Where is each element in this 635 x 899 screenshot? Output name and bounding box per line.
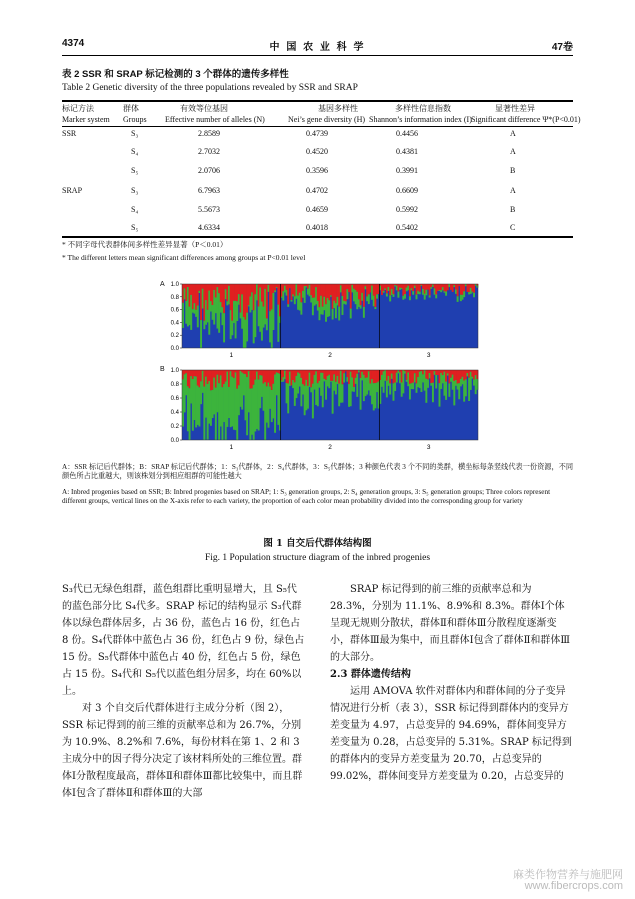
cell-i: 0.3991 <box>396 166 418 175</box>
panel-a-bar-green <box>200 320 202 348</box>
panel-b-ytick: 0.4 <box>170 410 179 416</box>
panel-b-ytick: 1.0 <box>170 368 179 374</box>
table-note-cn: * 不同字母代表群体间多样性差异显著（P＜0.01） <box>62 240 228 249</box>
panel-b-bar-green <box>448 383 450 396</box>
panel-a-bar-green <box>287 304 289 307</box>
panel-a-xlabel: 3 <box>426 352 431 359</box>
panel-a-bar-green <box>368 294 370 304</box>
table-top-rule <box>62 100 573 102</box>
section-heading: 2.3 群体遗传结构 <box>330 669 411 680</box>
cell-h: 0.3596 <box>306 166 328 175</box>
cell-sig: B <box>510 166 516 175</box>
left-paragraph-1: S₃代已无绿色组群，蓝色组群比重明显增大，且 S₅代的蓝色部分比 S₄代多。SRAP 标记的结构显示 S₃代群体以绿色群体居多，占 36 份，蓝色占 16 份，红色占 8 份。S₄代群体中蓝色占 36 份，红色占 9 份，绿色占 15 份。S₅代群体中蓝色占 40 份，红色占 5 份，绿色占 15 份。S₄代和 S₅代以蓝色组分居多，均在 60%以上。 <box>62 584 305 697</box>
panel-b-bar-green <box>343 373 345 382</box>
panel-a-bar-green <box>254 294 256 337</box>
panel-a-bar-green <box>457 296 459 302</box>
panel-a-bar-green <box>463 291 465 297</box>
th-na-en: Effective number of alleles (N) <box>165 115 265 124</box>
table-caption-en: Table 2 Genetic diversity of the three populations revealed by SSR and SRAP <box>62 83 358 93</box>
panel-a-bar-green <box>419 292 421 294</box>
cell-group: S₄ <box>131 147 139 156</box>
panel-a-bar-green <box>223 313 225 342</box>
panel-a-bar-green <box>473 293 475 298</box>
panel-a-ytick: 0.6 <box>170 307 179 314</box>
cell-i: 0.4381 <box>396 147 418 156</box>
cell-i: 0.4456 <box>396 129 418 138</box>
cell-group: S₃ <box>131 186 139 195</box>
table-header-rule <box>62 126 573 127</box>
panel-a-bar-green <box>429 295 431 297</box>
panel-b-xlabel: 3 <box>426 444 431 451</box>
figure-legend-en: A: Inbred progenies based on SSR; B: Inbred progenies based on SRAP; 1: S₃ generation groups, 2: S₄ generation groups, 3: S₅ generation groups; Three colors represent different groups, vertical lines on the X-axis refer to each variety, the proportion of each color mean probability divided into the corresponding group for variety <box>62 488 551 506</box>
panel-a-bar-green <box>435 294 437 298</box>
cell-sig: A <box>510 186 516 195</box>
panel-a-bar-green <box>412 291 414 295</box>
th-sig-cn: 显著性差异 <box>495 104 535 113</box>
panel-b-bar-green <box>342 384 344 402</box>
panel-a-bar-green <box>266 318 268 330</box>
panel-a-label: A <box>160 281 165 288</box>
panel-a-xlabel: 2 <box>328 352 332 359</box>
panel-a-bar-green <box>389 295 391 301</box>
cell-sig: C <box>510 223 516 232</box>
right-paragraph-2: 运用 AMOVA 软件对群体内和群体间的分子变异情况进行分析（表 3），SSR 标记得到群体内的变异方差变量为 4.97，占总变异的 94.69%，群体间变异方差变量为 0.28，占总变异的 5.31%。SRAP 标记得到的群体内的变异方差变量为 20.70，占总变异的 99.02%，群体间变异方差变量为 0.20，占总变异的 <box>330 686 572 782</box>
panel-b-bar-green <box>389 383 391 394</box>
panel-b-bar-green <box>445 382 447 400</box>
cell-i: 0.5402 <box>396 223 418 232</box>
left-column <box>62 581 306 802</box>
panel-b-ytick: 0.6 <box>170 396 179 402</box>
cell-h: 0.4659 <box>306 205 328 214</box>
cell-i: 0.5992 <box>396 205 418 214</box>
right-column <box>330 581 574 785</box>
panel-b-bar-green <box>307 386 309 409</box>
panel-a-bar-green <box>374 307 376 309</box>
page-number: 4374 <box>62 38 85 49</box>
panel-a-bar-green <box>332 309 334 320</box>
panel-a-bar-green <box>386 293 388 296</box>
panel-a-bar-green <box>440 290 442 292</box>
cell-h: 0.4702 <box>306 186 328 195</box>
watermark-url: www.fibercrops.com <box>524 880 623 892</box>
panel-a-ytick: 0.8 <box>170 294 179 301</box>
table-note-en: * The different letters mean significant differences among groups at P<0.01 level <box>62 253 306 262</box>
panel-a-bar-green <box>392 294 394 297</box>
figure-caption-cn: 图 1 自交后代群体结构图 <box>263 538 372 549</box>
th-h-en: Nei’s gene diversity (H) <box>288 115 366 124</box>
cell-na: 5.5673 <box>198 205 220 214</box>
panel-b-bar-green <box>427 379 429 387</box>
panel-a-bar-green <box>182 303 184 328</box>
figure-legend-cn: A：SSR 标记后代群体；B：SRAP 标记后代群体；1：S₃代群体，2：S₄代群体，3：S₅代群体；3 种颜色代表 3 个不同的类群，横坐标每条竖线代表一份资源，不同颜色所占比重越大，则该株划分到相应组群的可能性越大 <box>62 463 574 481</box>
cell-h: 0.4739 <box>306 129 328 138</box>
cell-group: S₅ <box>131 223 139 232</box>
panel-a-ytick: 0.4 <box>170 320 179 327</box>
th-sig-en: Significant difference Ψ*(P<0.01) <box>471 115 581 124</box>
panel-b-label: B <box>160 366 165 373</box>
panel-a-bar-green <box>430 287 432 289</box>
cell-na: 2.7032 <box>198 147 220 156</box>
panel-a-bar-green <box>345 301 347 304</box>
panel-a-bar-green <box>404 294 406 299</box>
panel-a-bar-green <box>397 292 399 298</box>
panel-a-bar-green <box>274 290 276 292</box>
panel-a-bar-green <box>246 313 248 342</box>
cell-na: 6.7963 <box>198 186 220 195</box>
cell-marker: SSR <box>62 129 77 138</box>
cell-sig: A <box>510 129 516 138</box>
panel-b-bar-green <box>287 384 289 414</box>
panel-a-bar-green <box>300 302 302 314</box>
th-marker-cn: 标记方法 <box>62 104 94 113</box>
cell-h: 0.4018 <box>306 223 328 232</box>
cell-sig: B <box>510 205 516 214</box>
panel-a-bar-green <box>338 307 340 321</box>
panel-b-bar-green <box>394 383 396 391</box>
panel-a-bar-green <box>383 291 385 293</box>
th-i-cn: 多样性信息指数 <box>395 104 451 113</box>
right-paragraph-1: SRAP 标记得到的前三维的贡献率总和为 28.3%，分别为 11.1%、8.9%和 8.3%。群体Ⅰ个体呈现无规则分散状，群体Ⅱ和群体Ⅲ分散程度逐渐变小，群体Ⅲ最为集中，而且群体Ⅰ包含了群体Ⅱ和群体Ⅲ的大部分。 <box>330 584 571 663</box>
figure-caption-en: Fig. 1 Population structure diagram of the inbred progenies <box>204 553 431 563</box>
cell-group: S₅ <box>131 166 139 175</box>
cell-na: 4.6334 <box>198 223 220 232</box>
cell-group: S₃ <box>131 129 139 138</box>
th-marker-en: Marker system <box>62 115 110 124</box>
watermark-title: 麻类作物营养与施肥网 <box>513 869 623 881</box>
cell-h: 0.4520 <box>306 147 328 156</box>
structure-plot <box>160 280 490 460</box>
cell-group: S₄ <box>131 205 139 214</box>
table-caption-cn: 表 2 SSR 和 SRAP 标记检测的 3 个群体的遗传多样性 <box>62 69 289 80</box>
panel-a-bar-green <box>416 295 418 300</box>
cell-i: 0.6609 <box>396 186 418 195</box>
panel-b-ytick: 0.8 <box>170 382 179 388</box>
panel-a-bar-green <box>328 300 330 316</box>
panel-a-bar-green <box>272 293 274 330</box>
th-group-en: Groups <box>123 115 147 124</box>
table-bottom-rule <box>62 236 573 238</box>
panel-b-bar-green <box>396 373 398 383</box>
header-rule <box>62 55 573 56</box>
panel-a-bar-green <box>197 306 199 328</box>
panel-a-bar-green <box>291 300 293 302</box>
th-na-cn: 有效等位基因 <box>180 104 228 113</box>
panel-a-bar-green <box>376 294 378 298</box>
panel-a-ytick: 0.2 <box>170 333 179 340</box>
panel-a-bar-green <box>304 286 306 303</box>
journal-name: 中 国 农 业 科 学 <box>269 42 366 53</box>
panel-a-bar-green <box>425 290 427 296</box>
panel-b-bar-green <box>353 387 355 392</box>
panel-b-bar-green <box>360 378 362 410</box>
panel-a-bar-green <box>363 307 365 318</box>
panel-a-bar-green <box>282 291 284 300</box>
panel-b-bar-green <box>435 375 437 389</box>
panel-a-bar-green <box>360 305 362 308</box>
left-paragraph-2: 对 3 个自交后代群体进行主成分分析（图 2），SSR 标记得到的前三维的贡献率总和为 26.7%，分别为 10.9%、8.2%和 7.6%，每份材料在第 1、2 和 3 主成分中的因子得分决定了该材料所处的三维位置。群体Ⅰ分散程度最高，群体Ⅱ和群体Ⅲ都比较集中，而且群体Ⅰ包含了群体Ⅱ和群体Ⅲ的大部 <box>62 703 303 799</box>
panel-b-bar-green <box>465 379 467 396</box>
th-h-cn: 基因多样性 <box>318 104 358 113</box>
panel-a-xlabel: 1 <box>229 352 234 359</box>
panel-b-bar-green <box>432 383 434 403</box>
volume: 47卷 <box>551 42 573 53</box>
cell-sig: A <box>510 147 516 156</box>
panel-b-ytick: 0.2 <box>170 424 179 430</box>
panel-b-xlabel: 2 <box>328 444 332 451</box>
panel-a-ytick: 0.0 <box>170 346 179 352</box>
panel-a-bar-green <box>335 303 337 318</box>
panel-a-bar-green <box>350 309 352 319</box>
panel-b-bar-green <box>412 383 414 390</box>
panel-a-bar-green <box>445 292 447 296</box>
cell-na: 2.8589 <box>198 129 220 138</box>
cell-marker: SRAP <box>62 186 83 195</box>
panel-a-bar-green <box>409 296 411 300</box>
cell-na: 2.0706 <box>198 166 220 175</box>
panel-b-bar-green <box>356 374 358 397</box>
panel-b-ytick: 0.0 <box>170 438 179 444</box>
th-i-en: Shannon’s information index (I) <box>369 115 472 124</box>
th-group-cn: 群体 <box>123 104 139 113</box>
panel-b-xlabel: 1 <box>229 444 234 451</box>
panel-a-ytick: 1.0 <box>170 282 179 288</box>
